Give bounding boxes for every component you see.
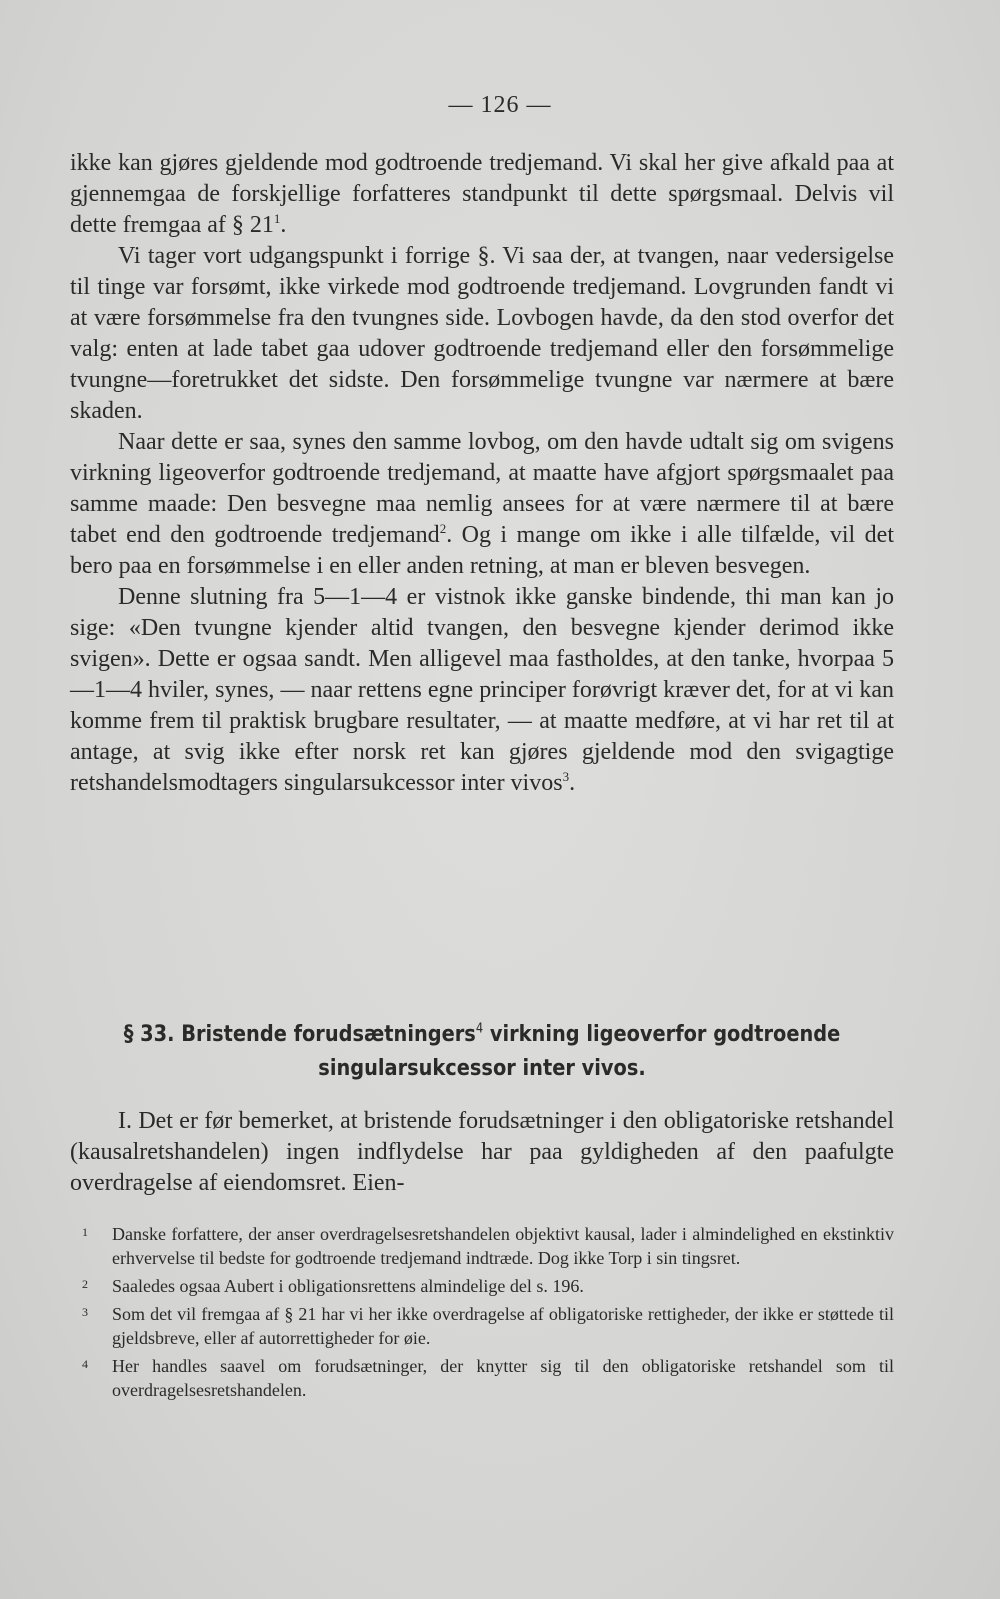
- footnote: 4 Her handles saavel om forudsætninger, der knytter sig til den obligatoriske retshandel som til overdragelsesretshandelen.: [70, 1354, 894, 1402]
- footnotes: [70, 1222, 894, 1406]
- footnote: 2 Saaledes ogsaa Aubert i obligationsrettens almindelige del s. 196.: [70, 1274, 894, 1298]
- paragraph: Vi tager vort udgangspunkt i forrige §. Vi saa der, at tvangen, naar vedersigelse til tinge var forsømt, ikke virkede mod godtroende tredjemand. Lovgrunden fandt vi at være forsømmelse fra den tvungnes side. Lovbogen havde, da den stod overfor det valg: enten at lade tabet gaa udover godtroende tredjemand eller den forsømmelige tvungne—foretrukket det sidste. Den forsømmelige tvungne var nærmere at bære skaden.: [70, 243, 894, 424]
- footnote: 1 Danske forfattere, der anser overdragelsesretshandelen objektivt kausal, lader i almindelighed en ekstinktiv erhvervelse til bedste for godtroende tredjemand indtræde. Dog ikke Torp i sin tingsret.: [70, 1222, 894, 1270]
- section-heading-line-2: singularsukcessor inter vivos.: [318, 1056, 646, 1081]
- footnote-mark: 3: [82, 1305, 88, 1319]
- footnote-ref: 4: [475, 1021, 484, 1037]
- section-text: [70, 1106, 894, 1199]
- footnote-mark: 1: [82, 1225, 88, 1239]
- footnote-ref: 2: [439, 521, 447, 536]
- section-heading-line-1: § 33. Bristende forudsætningers$^4$ virkning ligeoverfor godtroende: [123, 1021, 841, 1047]
- section-heading: [119, 1018, 844, 1086]
- paragraph: Naar dette er saa, synes den samme lovbog, om den havde udtalt sig om svigens virkning ligeoverfor godtroende tredjemand, at maatte have afgjort spørgsmaalet paa samme maade: Den besvegne maa nemlig ansees for at være nærmere til at bære tabet end den godtroende tredjemand$^2$. Og i mange om ikke i alle tilfælde, vil det bero paa en forsømmelse i en eller anden retning, at man er bleven besvegen.: [70, 429, 894, 579]
- paragraph: Denne slutning fra 5—1—4 er vistnok ikke ganske bindende, thi man kan jo sige: «Den tvungne kjender altid tvangen, den besvegne kjender derimod ikke svigen». Dette er ogsaa sandt. Men alligevel maa fastholdes, at den tanke, hvorpaa 5—1—4 hviler, synes, — naar rettens egne principer forøvrigt kræver det, for at vi kan komme frem til praktisk brugbare resultater, — at maatte medføre, at vi har ret til at antage, at svig ikke efter norsk ret kan gjøres gjeldende mod den svigagtige retshandelsmodtagers singularsukcessor inter vivos$^3$.: [70, 584, 894, 796]
- footnote-mark: 4: [82, 1357, 88, 1371]
- footnote-ref: 3: [562, 769, 570, 784]
- footnote: 3 Som det vil fremgaa af § 21 har vi her ikke overdragelse af obligatoriske rettigheder, der ikke er støttede til gjeldsbreve, eller af autorrettigheder for øie.: [70, 1302, 894, 1350]
- paragraph: ikke kan gjøres gjeldende mod godtroende tredjemand. Vi skal her give afkald paa at gjennemgaa de forskjellige forfatteres standpunkt til dette spørgsmaal. Delvis vil dette fremgaa af § $21^1$.: [70, 150, 894, 238]
- body-text: [70, 148, 894, 799]
- footnote-mark: 2: [82, 1277, 88, 1291]
- page-number: — 126 —: [448, 92, 552, 118]
- paragraph: I. Det er før bemerket, at bristende forudsætninger i den obligatoriske retshandel (kausalretshandelen) ingen indflydelse har paa gyldigheden af den paafulgte overdragelse af eiendomsret. Eien-: [70, 1108, 894, 1196]
- footnote-ref: 1: [273, 211, 281, 226]
